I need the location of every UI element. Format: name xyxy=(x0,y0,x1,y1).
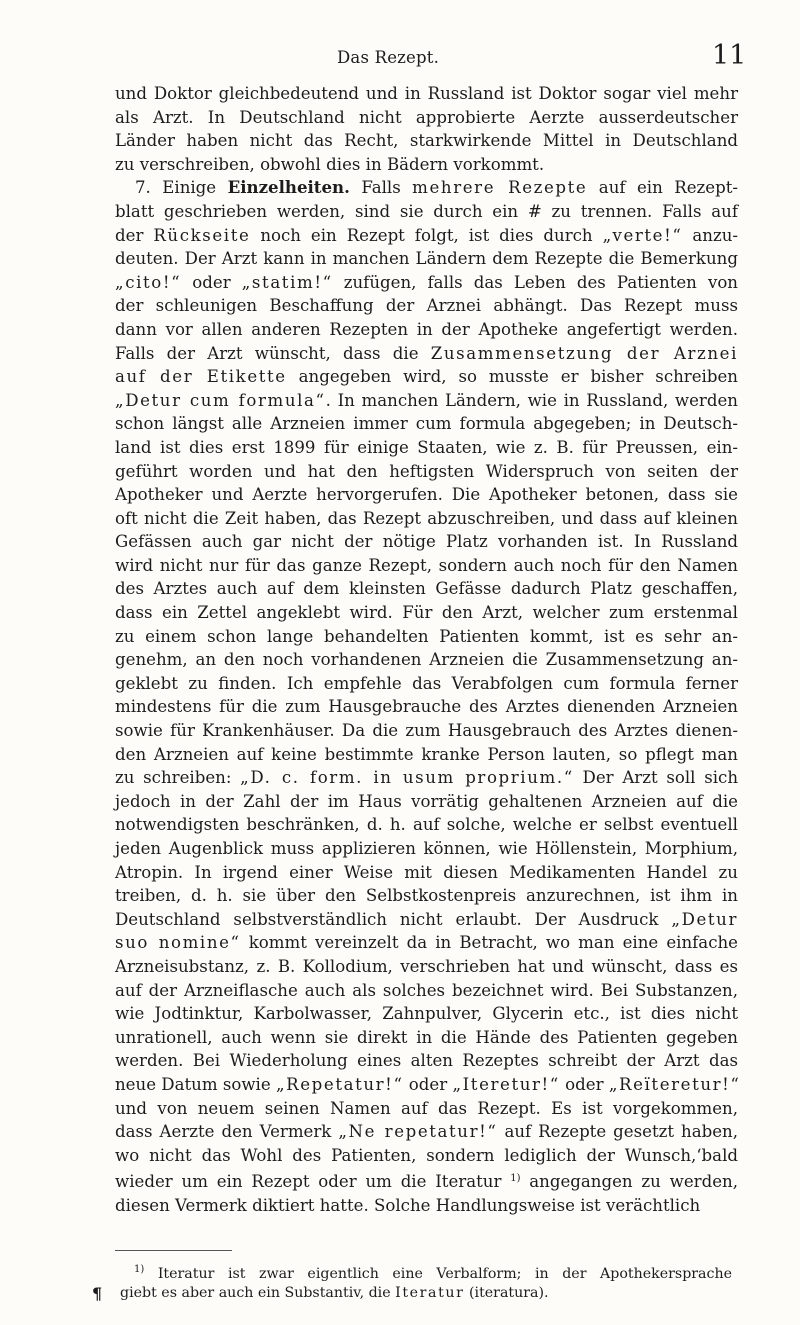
emphasis: „cito!“ xyxy=(115,272,182,292)
text-line: land ist dies erst 1899 für einige Staaten, wie z. B. für Preussen, ein- xyxy=(115,437,738,457)
emphasis: „D. c. form. in usum proprium.“ xyxy=(240,768,574,788)
text-line: Gefässen auch gar nicht der nötige Platz vorhanden ist. In Russland xyxy=(115,532,738,552)
text-line: wieder um ein Rezept oder um die Iteratur $^{1)}$ angegangen zu werden, xyxy=(115,1172,739,1192)
text-line: wird nicht nur für das ganze Rezept, sondern auch noch für den Namen xyxy=(115,555,738,575)
text-line: dass ein Zettel angeklebt wird. Für den Arzt, welcher zum erstenmal xyxy=(115,603,738,623)
emphasis: „Iteretur!“ xyxy=(452,1074,560,1094)
text-line: zu schreiben: „D. c. form. in usum proprium.“ Der Arzt soll sich xyxy=(115,768,739,788)
page-number: 11 xyxy=(712,40,747,71)
emphasis: Zusammensetzung der Arznei xyxy=(430,343,739,363)
main-text xyxy=(115,82,741,1218)
text-line: und von neuem seinen Namen auf das Rezept. Es ist vorgekommen, xyxy=(115,1098,738,1118)
text-line: suo nomine“ kommt vereinzelt da in Betracht, wo man eine einfache xyxy=(115,933,739,953)
text-line: „Detur cum formula“. In manchen Ländern, wie in Russland, werden xyxy=(115,390,738,410)
footnote-line: $^{1)}$ Iteratur ist zwar eigentlich eine Verbalform; in der Apothekersprache xyxy=(134,1264,732,1282)
section-heading: Einzelheiten. xyxy=(227,177,350,198)
running-head: Das Rezept. xyxy=(337,48,440,67)
text-line: notwendigsten beschränken, d. h. auf solche, welche er selbst eventuell xyxy=(115,815,738,835)
text-line: auf der Etikette angegeben wird, so musste er bisher schreiben xyxy=(115,367,738,387)
text-line: Falls der Arzt wünscht, dass die Zusammensetzung der Arznei xyxy=(115,343,739,363)
text-line: als Arzt. In Deutschland nicht approbierte Aerzte ausserdeutscher xyxy=(115,107,738,127)
text-line: jeden Augenblick muss applizieren können, wie Höllenstein, Morphium, xyxy=(115,839,738,858)
text-line: den Arzneien auf keine bestimmte kranke Person lauten, so pflegt man xyxy=(115,744,738,764)
text-line: genehm, an den noch vorhandenen Arzneien die Zusammensetzung an- xyxy=(115,650,738,670)
text-line: dann vor allen anderen Rezepten in der Apotheke angefertigt werden. xyxy=(115,319,738,339)
text-line: treiben, d. h. sie über den Selbstkostenpreis anzurechnen, ist ihm in xyxy=(115,886,738,906)
text-line: Atropin. In irgend einer Weise mit diesen Medikamenten Handel zu xyxy=(115,862,738,882)
text-line: der schleunigen Beschaffung der Arznei abhängt. Das Rezept muss xyxy=(115,296,738,316)
text-line: und Doktor gleichbedeutend und in Russland ist Doktor sogar viel mehr xyxy=(115,84,738,103)
text-line: auf der Arzneiflasche auch als solches bezeichnet wird. Bei Substanzen, xyxy=(115,980,738,1000)
text-line: deuten. Der Arzt kann in manchen Ländern dem Rezepte die Bemerkung xyxy=(115,249,738,269)
text-line: oft nicht die Zeit haben, das Rezept abzuschreiben, und dass auf kleinen xyxy=(115,508,738,528)
text-line: neue Datum sowie „Repetatur!“ oder „Iteretur!“ oder „Reïteretur!“ xyxy=(115,1074,741,1094)
text-line: Deutschland selbstverständlich nicht erlaubt. Der Ausdruck „Detur xyxy=(115,909,738,929)
emphasis: auf der Etikette xyxy=(115,367,287,387)
footnote-ref: 1) xyxy=(510,1173,521,1185)
text-line: dass Aerzte den Vermerk „Ne repetatur!“ auf Rezepte gesetzt haben, xyxy=(115,1122,738,1142)
emphasis: „Repetatur!“ xyxy=(275,1074,404,1094)
text-line: des Arztes auch auf dem kleinsten Gefässe dadurch Platz geschaffen, xyxy=(115,579,738,599)
text-line: jedoch in der Zahl der im Haus vorrätig gehaltenen Arzneien auf die xyxy=(115,791,738,811)
margin-mark: ¶ xyxy=(92,1284,103,1303)
text-line: Apotheker und Aerzte hervorgerufen. Die Apotheker betonen, dass sie xyxy=(115,485,738,505)
text-line: werden. Bei Wiederholung eines alten Rezeptes schreibt der Arzt das xyxy=(115,1051,738,1071)
text-line: geführt worden und hat den heftigsten Widerspruch von seiten der xyxy=(115,461,738,481)
text-line: diesen Vermerk diktiert hatte. Solche Handlungsweise ist verächtlich xyxy=(115,1195,701,1215)
emphasis: mehrere Rezepte xyxy=(412,178,588,198)
emphasis: „verte!“ xyxy=(602,225,683,245)
emphasis: „Detur cum formula“ xyxy=(115,390,326,410)
text-line: mindestens für die zum Hausgebrauche des Arztes dienenden Arzneien xyxy=(115,697,738,717)
emphasis: „statim!“ xyxy=(241,272,333,292)
text-line: blatt geschrieben werden, sind sie durch ein # zu trennen. Falls auf xyxy=(115,201,738,221)
footnote-marker: 1) xyxy=(134,1264,145,1275)
emphasis: „Reïteretur!“ xyxy=(608,1074,741,1094)
text-line: „cito!“ oder „statim!“ zufügen, falls das Leben des Patienten von xyxy=(115,272,738,292)
emphasis: Iteratur xyxy=(395,1285,465,1301)
text-line: sowie für Krankenhäuser. Da die zum Hausgebrauch des Arztes dienen- xyxy=(115,721,738,741)
text-line: Arzneisubstanz, z. B. Kollodium, verschrieben hat und wünscht, dass es xyxy=(115,956,738,976)
text-line: geklebt zu finden. Ich empfehle das Verabfolgen cum formula ferner xyxy=(115,673,738,693)
text-line: zu verschreiben, obwohl dies in Bädern vorkommt. xyxy=(115,154,545,174)
emphasis: „Detur xyxy=(671,909,738,929)
emphasis: Rückseite xyxy=(153,225,251,245)
footnote-line: giebt es aber auch ein Substantiv, die Iteratur (iteratura). xyxy=(120,1285,549,1301)
text-line: Länder haben nicht das Recht, starkwirkende Mittel in Deutschland xyxy=(115,131,738,151)
emphasis: suo nomine“ xyxy=(115,933,241,953)
page-header xyxy=(0,40,800,74)
text-line: wo nicht das Wohl des Patienten, sondern lediglich der Wunsch,‘bald xyxy=(115,1145,738,1165)
text-line: schon längst alle Arzneien immer cum formula abgegeben; in Deutsch- xyxy=(115,414,738,434)
text-line: zu einem schon lange behandelten Patienten kommt, ist es sehr an- xyxy=(115,626,738,646)
section-heading-line: 7. Einige Einzelheiten. Falls mehrere Rezepte auf ein Rezept- xyxy=(135,177,738,198)
emphasis: „Ne repetatur!“ xyxy=(338,1122,498,1142)
text-line: wie Jodtinktur, Karbolwasser, Zahnpulver, Glycerin etc., ist dies nicht xyxy=(115,1004,738,1024)
footnote xyxy=(120,1260,732,1303)
footnote-divider xyxy=(115,1250,232,1251)
text-line: der Rückseite noch ein Rezept folgt, ist dies durch „verte!“ anzu- xyxy=(115,225,738,245)
text-line: unrationell, auch wenn sie direkt in die Hände des Patienten gegeben xyxy=(115,1027,738,1047)
